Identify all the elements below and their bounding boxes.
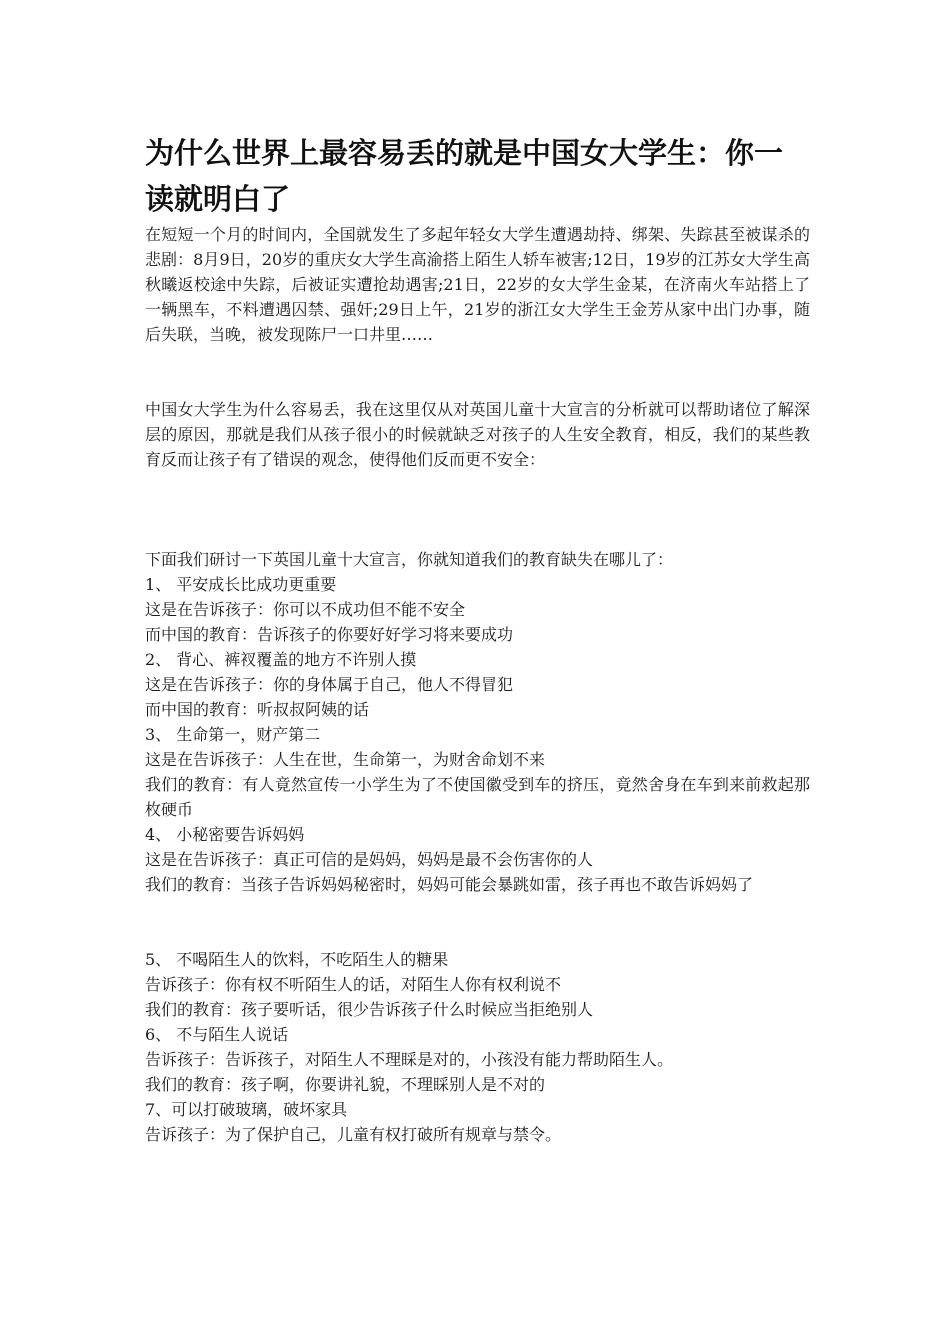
list-item: 3、 生命第一，财产第二	[145, 725, 321, 744]
list-item: 我们的教育：孩子要听话，很少告诉孩子什么时候应当拒绝别人	[145, 1000, 594, 1019]
declaration-list-part-1	[145, 547, 810, 897]
spacer	[145, 472, 810, 547]
intro-paragraph: 在短短一个月的时间内，全国就发生了多起年轻女大学生遭遇劫持、绑架、失踪甚至被谋杀的悲剧：8月9日，20岁的重庆女大学生高渝搭上陌生人轿车被害;12日，19岁的江苏女大学生高秋曦返校途中失踪，后被证实遭抢劫遇害;21日，22岁的女大学生金某，在济南火车站搭上了一辆黑车，不料遭遇囚禁、强奸;29日上午，21岁的浙江女大学生王金芳从家中出门办事，随后失联，当晚，被发现陈尸一口井里……	[145, 225, 810, 344]
list-item: 这是在告诉孩子：你的身体属于自己，他人不得冒犯	[145, 675, 514, 694]
list-item: 2、 背心、裤衩覆盖的地方不许别人摸	[145, 650, 417, 669]
document-page	[145, 130, 810, 1147]
list-item: 7、可以打破玻璃，破坏家具	[145, 1100, 348, 1119]
list-item: 而中国的教育：听叔叔阿姨的话	[145, 700, 370, 719]
list-item: 这是在告诉孩子：人生在世，生命第一，为财舍命划不来	[145, 750, 546, 769]
list-item: 1、 平安成长比成功更重要	[145, 575, 337, 594]
spacer	[145, 347, 810, 397]
list-item: 5、 不喝陌生人的饮料，不吃陌生人的糖果	[145, 950, 449, 969]
list-item: 我们的教育：孩子啊，你要讲礼貌，不理睬别人是不对的	[145, 1075, 546, 1094]
list-item: 6、 不与陌生人说话	[145, 1025, 289, 1044]
list-item: 我们的教育：有人竟然宣传一小学生为了不使国徽受到车的挤压，竟然舍身在车到来前救起那枚硬币	[145, 775, 810, 819]
list-item: 4、 小秘密要告诉妈妈	[145, 825, 305, 844]
list-item: 告诉孩子：告诉孩子，对陌生人不理睬是对的，小孩没有能力帮助陌生人。	[145, 1050, 674, 1069]
declaration-list-part-2	[145, 947, 810, 1147]
list-item: 告诉孩子：你有权不听陌生人的话，对陌生人你有权利说不	[145, 975, 562, 994]
reason-paragraph: 中国女大学生为什么容易丢，我在这里仅从对英国儿童十大宣言的分析就可以帮助诸位了解深层的原因，那就是我们从孩子很小的时候就缺乏对孩子的人生安全教育，相反，我们的某些教育反而让孩子有了错误的观念，使得他们反而更不安全：	[145, 400, 810, 469]
list-item: 这是在告诉孩子：真正可信的是妈妈，妈妈是最不会伤害你的人	[145, 850, 594, 869]
list-item: 告诉孩子：为了保护自己，儿童有权打破所有规章与禁令。	[145, 1125, 562, 1144]
list-item: 我们的教育：当孩子告诉妈妈秘密时，妈妈可能会暴跳如雷，孩子再也不敢告诉妈妈了	[145, 875, 754, 894]
list-item: 这是在告诉孩子：你可以不成功但不能不安全	[145, 600, 466, 619]
article-title: 为什么世界上最容易丢的就是中国女大学生：你一读就明白了	[145, 136, 784, 216]
list-item: 而中国的教育：告诉孩子的你要好好学习将来要成功	[145, 625, 514, 644]
spacer	[145, 897, 810, 947]
list-item: 下面我们研讨一下英国儿童十大宣言，你就知道我们的教育缺失在哪儿了：	[145, 550, 674, 569]
